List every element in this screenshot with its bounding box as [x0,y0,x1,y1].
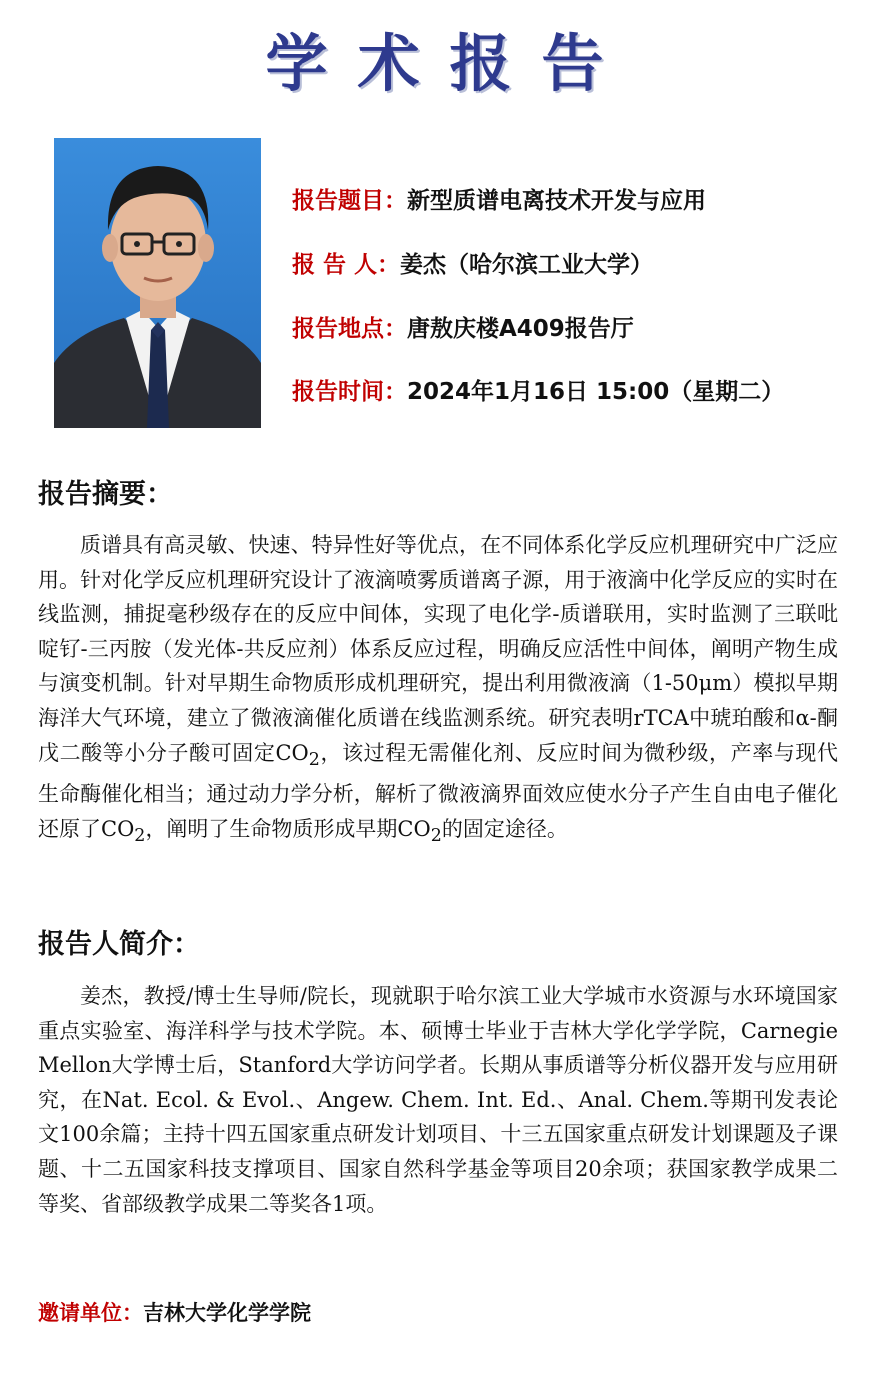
page-title: 学术报告 [265,27,634,100]
speaker-row [292,246,852,279]
invite-label: 邀请单位： [38,1301,143,1325]
topic-label: 报告题目： [292,188,407,214]
invite-value: 吉林大学化学学院 [143,1301,311,1325]
place-value: 唐敖庆楼A409报告厅 [407,316,634,342]
bio-text: 姜杰，教授/博士生导师/院长，现就职于哈尔滨工业大学城市水资源与水环境国家重点实验室、海洋科学与技术学院。本、硕博士毕业于吉林大学化学学院，Carnegie Mellon大学博士后，Stanford大学访问学者。长期从事质谱等分析仪器开发与应用研究，在Nat. Ecol. & Evol.、Angew. Chem. Int. Ed.、Anal. Chem.等期刊发表论文100余篇；主持十四五国家重点研发计划项目、十三五国家重点研发计划课题及子课题、十二五国家科技支撑项目、国家自然科学基金等项目20余项；获国家教学成果二等奖、省部级教学成果二等奖各1项。 [38,984,838,1216]
abstract-text: 质谱具有高灵敏、快速、特异性好等优点，在不同体系化学反应机理研究中广泛应用。针对化学反应机理研究设计了液滴喷雾质谱离子源，用于液滴中化学反应的实时在线监测，捕捉毫秒级存在的反应中间体，实现了电化学-质谱联用，实时监测了三联吡啶钌-三丙胺（发光体-共反应剂）体系反应过程，明确反应活性中间体，阐明产物生成与演变机制。针对早期生命物质形成机理研究，提出利用微液滴（1-50μm）模拟早期海洋大气环境，建立了微液滴催化质谱在线监测系统。研究表明rTCA中琥珀酸和α-酮戊二酸等小分子酸可固定$CO_2$，该过程无需催化剂、反应时间为微秒级，产率与现代生命酶催化相当；通过动力学分析，解析了微液滴界面效应使水分子产生自由电子催化还原了$CO_2$，阐明了生命物质形成早期$CO_2$的固定途径。 [38,533,838,847]
time-label: 报告时间： [292,379,407,405]
place-label: 报告地点： [292,316,407,342]
time-value: 2024年1月16日 15:00（星期二） [407,379,785,405]
abstract-heading: 报告摘要： [38,479,173,510]
speaker-label: 报 告 人： [292,252,401,278]
topic-row [292,182,852,215]
time-row [292,373,852,406]
speaker-value: 姜杰（哈尔滨工业大学） [400,252,654,278]
invite-row [38,1297,311,1327]
place-row [292,310,852,343]
speaker-photo [54,138,261,428]
topic-value: 新型质谱电离技术开发与应用 [407,188,706,214]
bio-heading: 报告人简介： [38,929,200,960]
portrait-image [54,138,261,428]
